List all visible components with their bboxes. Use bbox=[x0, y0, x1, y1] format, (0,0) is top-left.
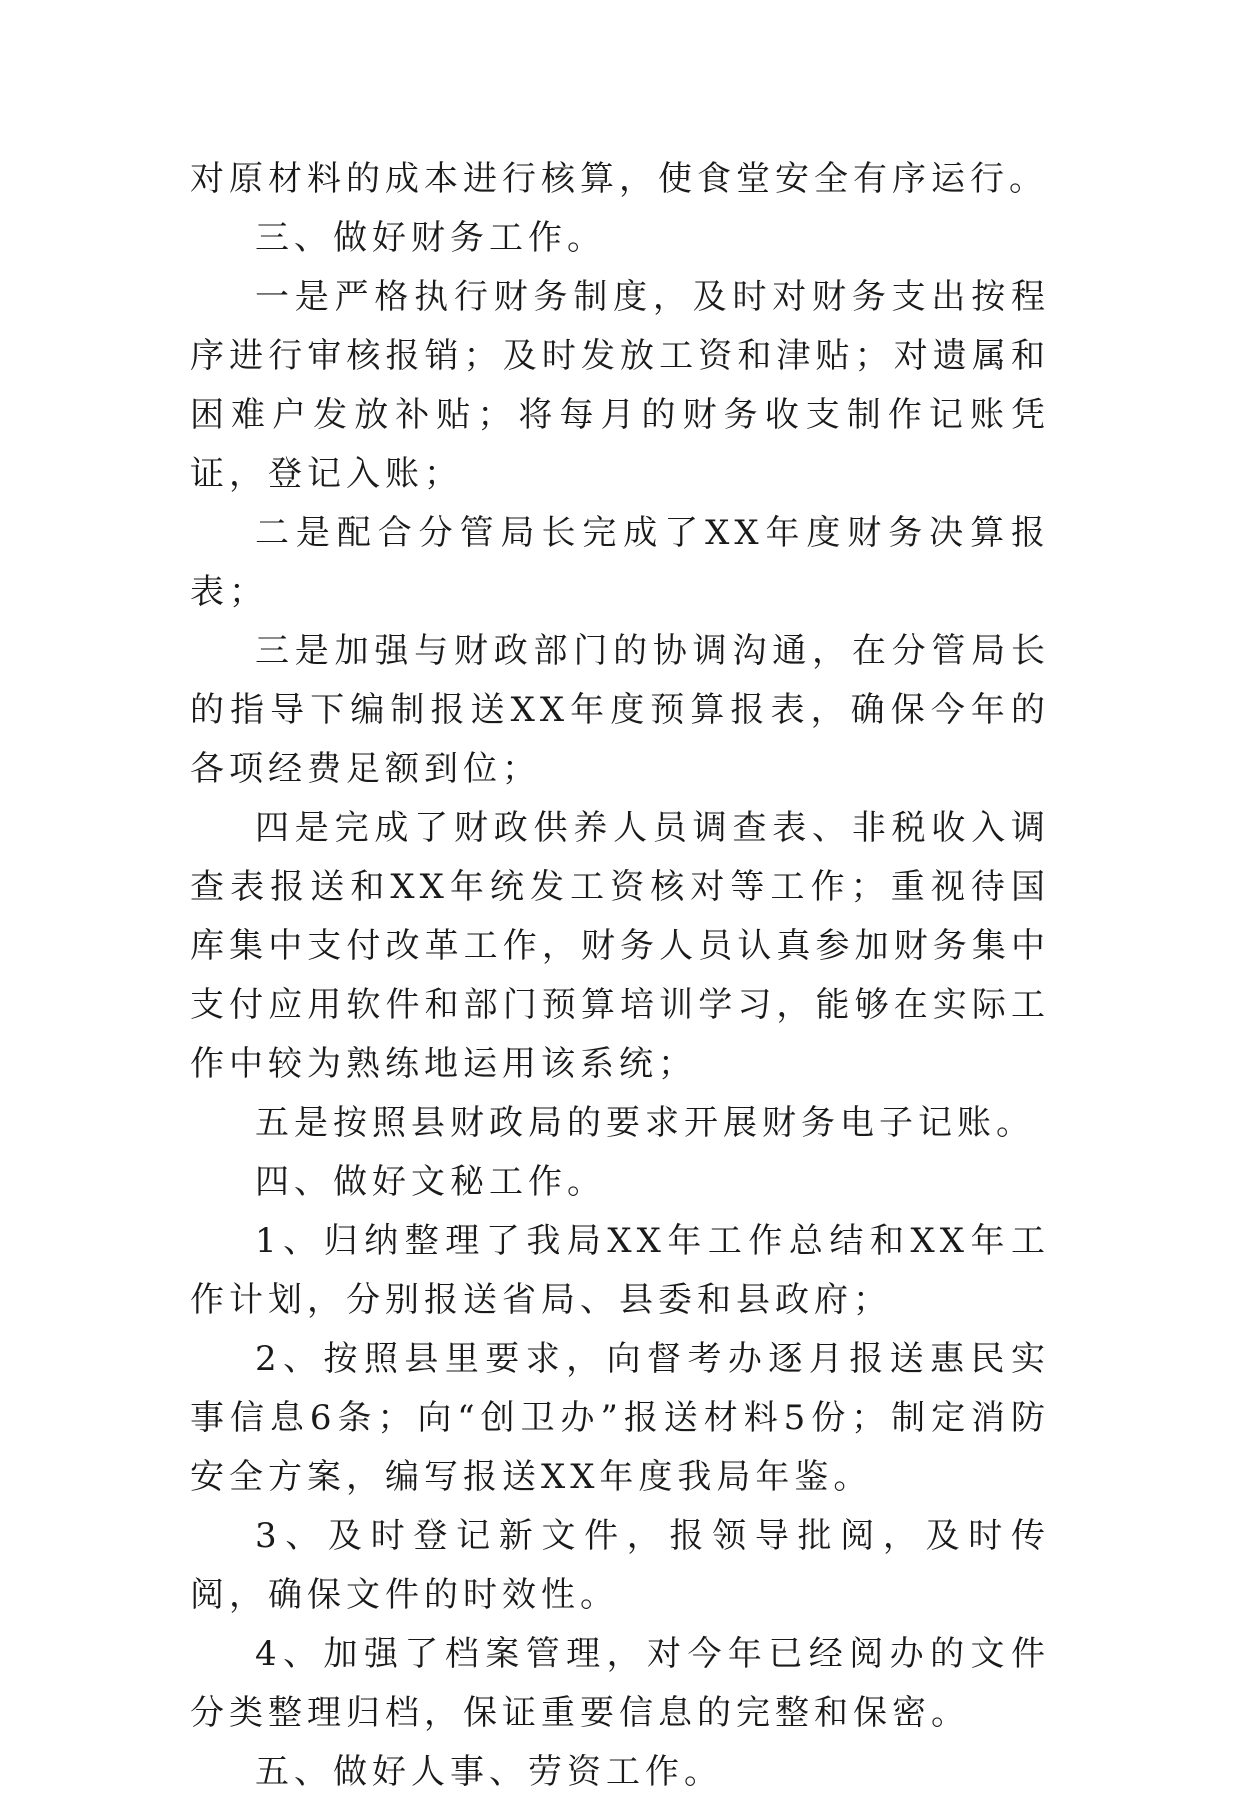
paragraph-secretarial-item-4: 4、加强了档案管理，对今年已经阅办的文件分类整理归档，保证重要信息的完整和保密。 bbox=[190, 1634, 1050, 1733]
paragraph-secretarial-item-2: 2、按照县里要求，向督考办逐月报送惠民实事信息6条；向“创卫办”报送材料5份；制定消防安全方案，编写报送XX年度我局年鉴。 bbox=[190, 1339, 1050, 1497]
paragraph-continuation: 对原材料的成本进行核算，使食堂安全有序运行。 bbox=[190, 159, 1048, 199]
paragraph-finance-item-5: 五是按照县财政局的要求开展财务电子记账。 bbox=[255, 1103, 1035, 1143]
paragraph-finance-item-1: 一是严格执行财务制度，及时对财务支出按程序进行审核报销；及时发放工资和津贴；对遗属和困难户发放补贴；将每月的财务收支制作记账凭证，登记入账； bbox=[190, 277, 1050, 494]
document-body bbox=[190, 150, 1050, 1802]
section-heading-personnel: 五、做好人事、劳资工作。 bbox=[255, 1752, 723, 1792]
section-heading-finance: 三、做好财务工作。 bbox=[255, 218, 606, 258]
paragraph-secretarial-item-1: 1、归纳整理了我局XX年工作总结和XX年工作计划，分别报送省局、县委和县政府； bbox=[190, 1221, 1050, 1320]
paragraph-finance-item-3: 三是加强与财政部门的协调沟通，在分管局长的指导下编制报送XX年度预算报表，确保今年的各项经费足额到位； bbox=[190, 631, 1050, 789]
section-heading-secretarial: 四、做好文秘工作。 bbox=[255, 1162, 606, 1202]
paragraph-secretarial-item-3: 3、及时登记新文件，报领导批阅，及时传阅，确保文件的时效性。 bbox=[190, 1516, 1050, 1615]
paragraph-finance-item-2: 二是配合分管局长完成了XX年度财务决算报表； bbox=[190, 513, 1050, 612]
paragraph-finance-item-4: 四是完成了财政供养人员调查表、非税收入调查表报送和XX年统发工资核对等工作；重视待国库集中支付改革工作，财务人员认真参加财务集中支付应用软件和部门预算培训学习，能够在实际工作中较为熟练地运用该系统； bbox=[190, 808, 1050, 1084]
